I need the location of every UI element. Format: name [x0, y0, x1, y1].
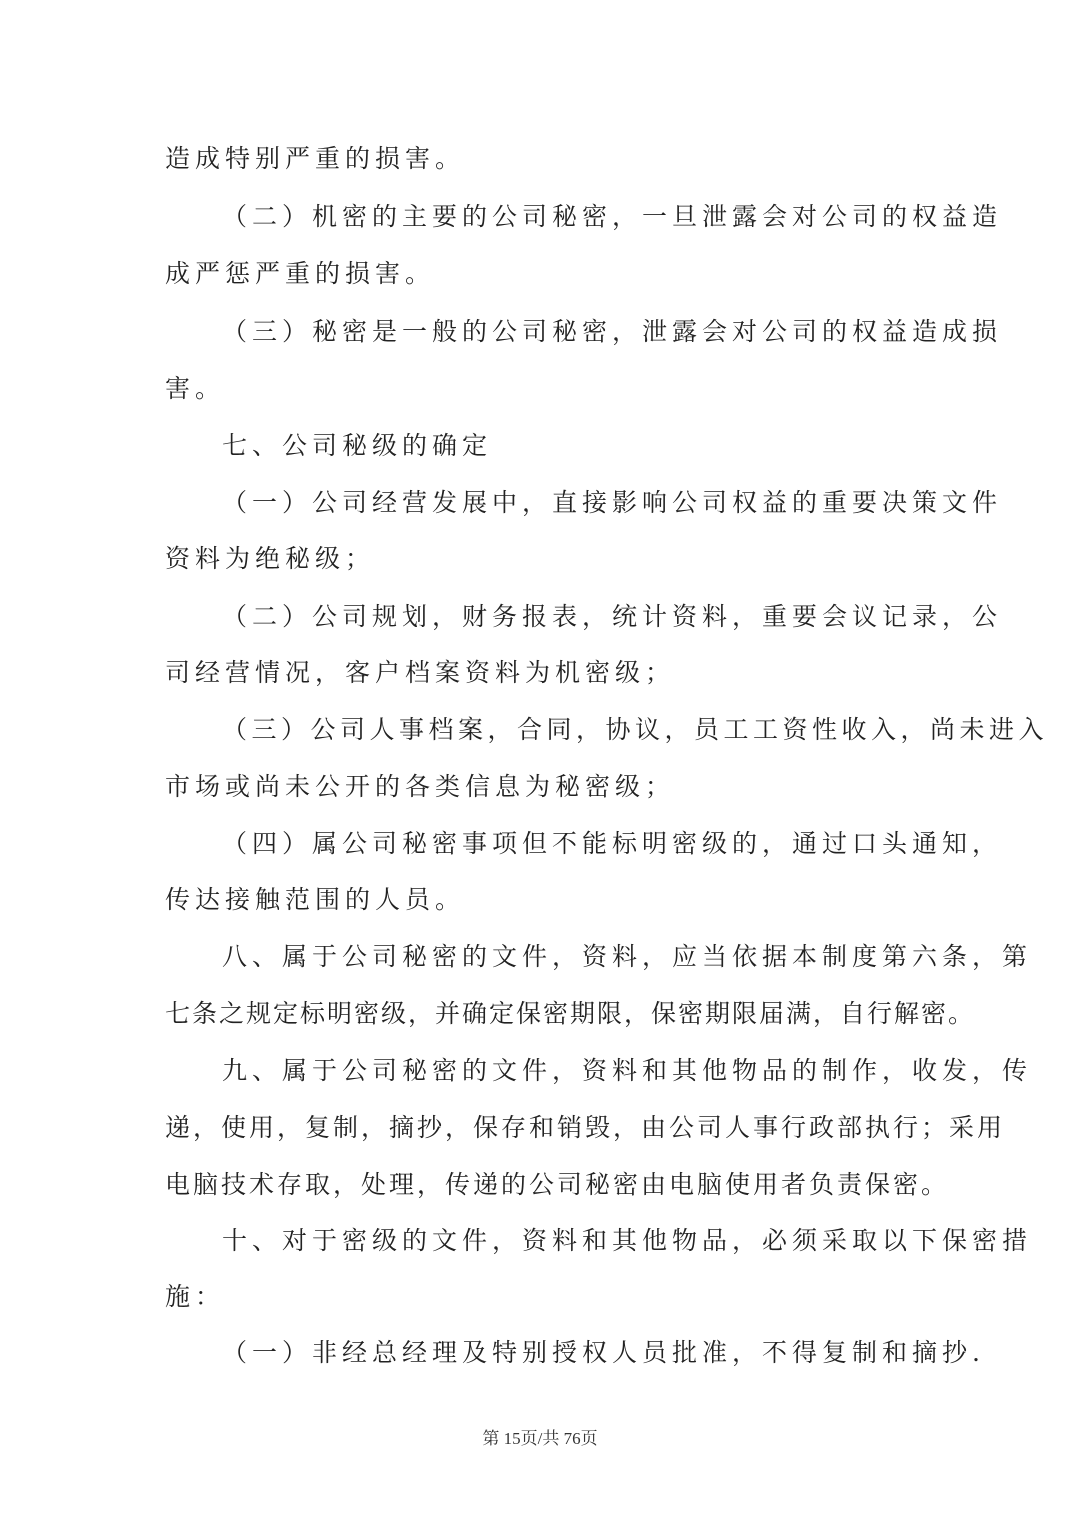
text-line: 害。 — [165, 374, 226, 403]
text-line: 递，使用，复制，摘抄，保存和销毁，由公司人事行政部执行；采用 — [165, 1113, 1006, 1142]
text-line: 资料为绝秘级； — [165, 544, 376, 573]
section-heading: 七、公司秘级的确定 — [222, 431, 493, 460]
text-line: 司经营情况，客户档案资料为机密级； — [165, 658, 676, 687]
text-line: 成严惩严重的损害。 — [165, 259, 436, 288]
text-line: （三）秘密是一般的公司秘密，泄露会对公司的权益造成损 — [222, 317, 1003, 346]
text-line: 市场或尚未公开的各类信息为秘密级； — [165, 772, 676, 801]
text-line: （二）公司规划，财务报表，统计资料，重要会议记录，公 — [222, 602, 1003, 631]
text-line: （一）非经总经理及特别授权人员批准，不得复制和摘抄. — [222, 1338, 985, 1367]
page-number: 第 15页/共 76页 — [482, 1429, 598, 1448]
text-line: （三）公司人事档案，合同，协议，员工工资性收入，尚未进入 — [222, 715, 1049, 744]
text-line: 造成特别严重的损害。 — [165, 144, 466, 173]
text-line: 九、属于公司秘密的文件，资料和其他物品的制作，收发，传 — [222, 1056, 1033, 1085]
text-line: （二）机密的主要的公司秘密，一旦泄露会对公司的权益造 — [222, 202, 1003, 231]
text-line: （一）公司经营发展中，直接影响公司权益的重要决策文件 — [222, 488, 1003, 517]
text-line: 传达接触范围的人员。 — [165, 885, 466, 914]
text-line: 十、对于密级的文件，资料和其他物品，必须采取以下保密措 — [222, 1226, 1033, 1255]
text-line: 电脑技术存取，处理，传递的公司秘密由电脑使用者负责保密。 — [165, 1170, 950, 1199]
text-line: （四）属公司秘密事项但不能标明密级的，通过口头通知， — [222, 829, 1003, 858]
text-line: 七条之规定标明密级，并确定保密期限，保密期限届满，自行解密。 — [165, 999, 976, 1028]
text-line: 施： — [165, 1282, 226, 1311]
text-line: 八、属于公司秘密的文件，资料，应当依据本制度第六条，第 — [222, 942, 1033, 971]
